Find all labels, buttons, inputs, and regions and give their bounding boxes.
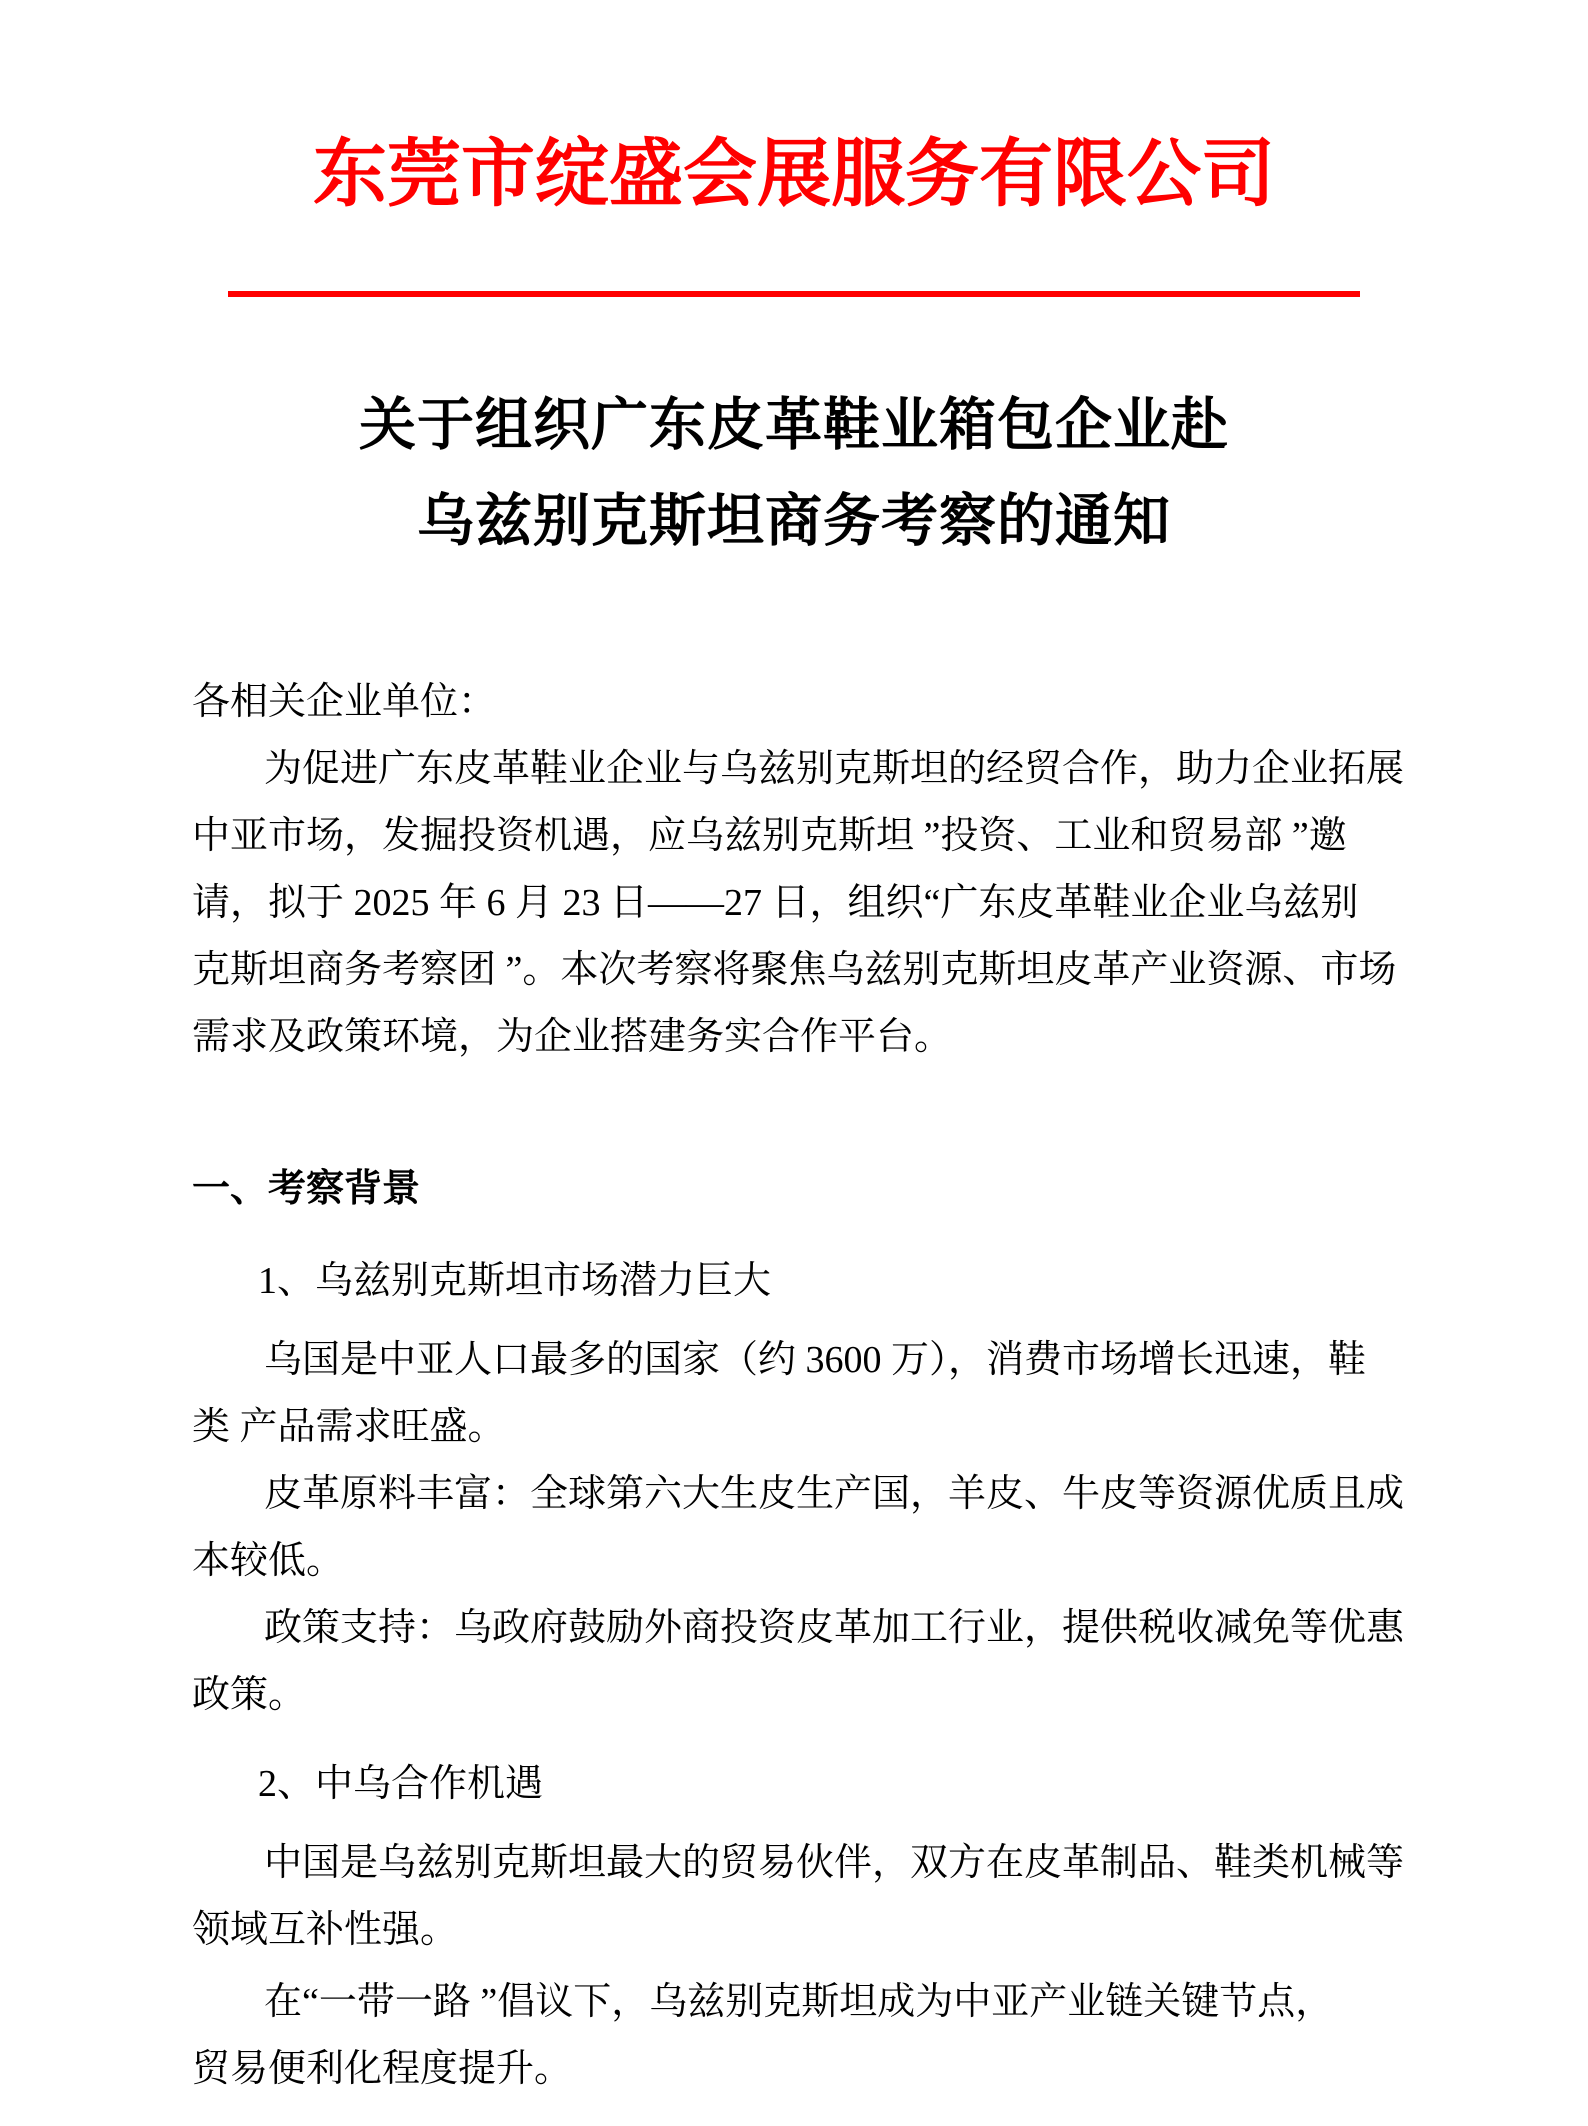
paragraph-line: 皮革原料丰富：全球第六大生皮生产国，羊皮、牛皮等资源优质且成 <box>264 1473 1405 1515</box>
document-title <box>0 378 1588 570</box>
salutation: 各相关企业单位： <box>192 681 497 723</box>
paragraph-line: 本较低。 <box>192 1540 345 1582</box>
paragraph-line: 中亚市场，发掘投资机遇，应乌兹别克斯坦 ”投资、工业和贸易部 ”邀 <box>192 815 1347 857</box>
paragraph-line: 需求及政策环境，为企业搭建务实合作平台。 <box>192 1016 953 1058</box>
paragraph-line: 中国是乌兹别克斯坦最大的贸易伙伴，双方在皮革制品、鞋类机械等 <box>264 1842 1405 1884</box>
document-title-line-2: 乌兹别克斯坦商务考察的通知 <box>417 490 1171 553</box>
paragraph-line: 类 产品需求旺盛。 <box>192 1406 506 1448</box>
paragraph-line: 请，拟于 2025 年 6 月 23 日——27 日，组织“广东皮革鞋业企业乌兹别 <box>192 882 1359 924</box>
document-title-line-1: 关于组织广东皮革鞋业箱包企业赴 <box>359 394 1229 457</box>
company-name: 东莞市绽盛会展服务有限公司 <box>313 134 1275 216</box>
paragraph-line: 为促进广东皮革鞋业企业与乌兹别克斯坦的经贸合作，助力企业拓展 <box>264 748 1405 790</box>
paragraph-line: 贸易便利化程度提升。 <box>192 2048 573 2090</box>
header-divider <box>228 291 1360 297</box>
paragraph-line: 克斯坦商务考察团 ”。本次考察将聚焦乌兹别克斯坦皮革产业资源、市场 <box>192 949 1397 991</box>
subsection-heading: 1、乌兹别克斯坦市场潜力巨大 <box>258 1260 772 1302</box>
paragraph-line: 在“一带一路 ”倡议下，乌兹别克斯坦成为中亚产业链关键节点， <box>264 1981 1334 2023</box>
paragraph-line: 乌国是中亚人口最多的国家（约 3600 万），消费市场增长迅速，鞋 <box>264 1339 1367 1381</box>
subsection-heading: 2、中乌合作机遇 <box>258 1763 544 1805</box>
paragraph-line: 领域互补性强。 <box>192 1909 459 1951</box>
paragraph-line: 政策。 <box>192 1674 307 1716</box>
paragraph-line: 政策支持：乌政府鼓励外商投资皮革加工行业，提供税收减免等优惠 <box>264 1607 1405 1649</box>
document-body <box>192 669 1408 2103</box>
section-heading: 一、考察背景 <box>192 1168 421 1210</box>
